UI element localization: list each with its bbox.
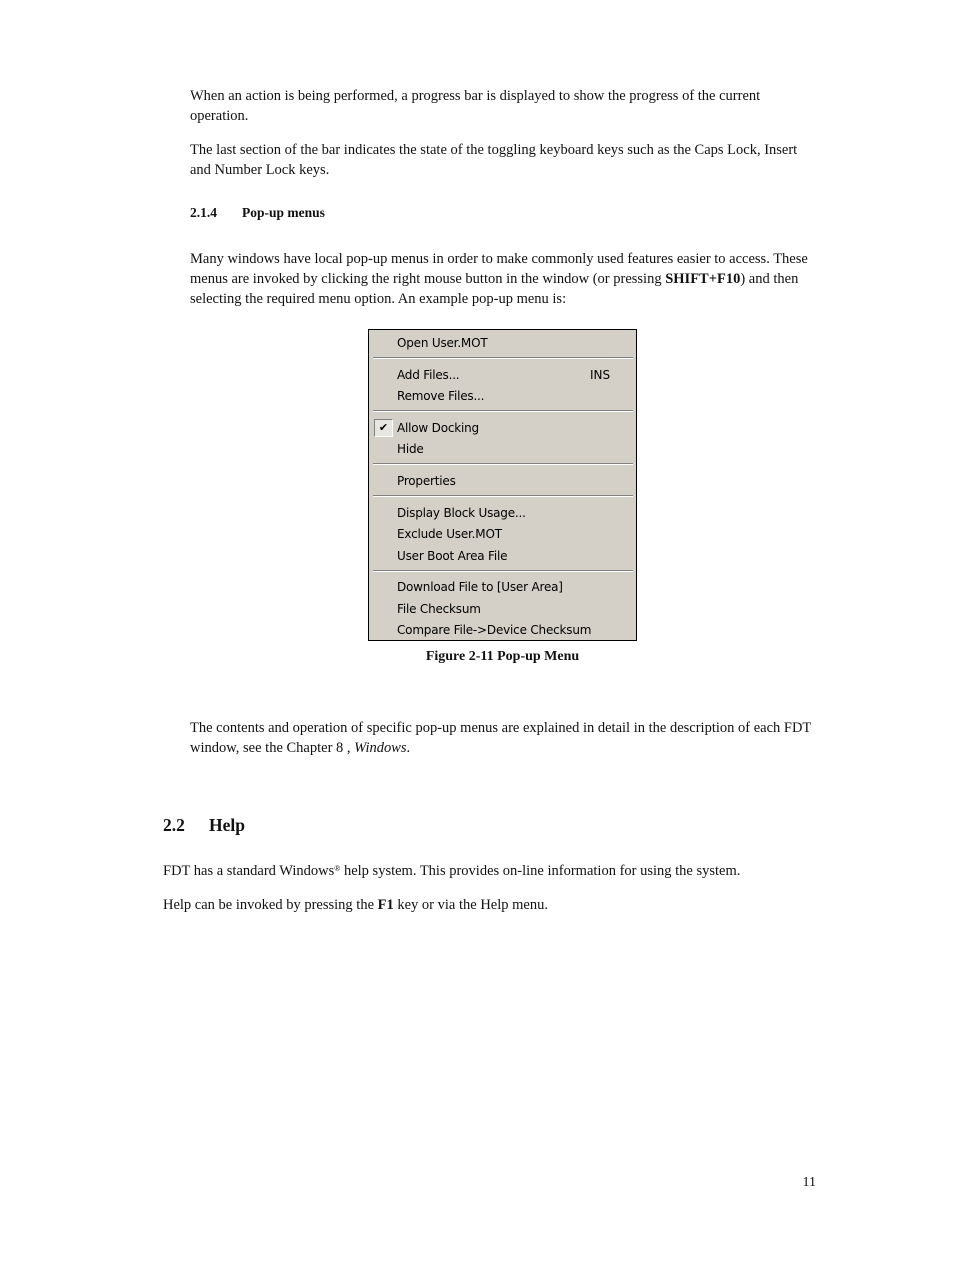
paragraph-help-system bbox=[163, 861, 823, 881]
popup-menu bbox=[368, 329, 637, 641]
paragraph-popup-details bbox=[190, 718, 815, 758]
menu-item-compare-checksum[interactable] bbox=[369, 620, 636, 641]
menu-item-display-block-usage[interactable] bbox=[369, 503, 636, 524]
menu-item-label: User Boot Area File bbox=[397, 549, 508, 563]
menu-item-add-files[interactable] bbox=[369, 365, 636, 386]
paragraph-text: FDT has a standard Windows bbox=[163, 863, 335, 879]
section-number: 2.1.4 bbox=[190, 205, 217, 220]
shortcut-text: F1 bbox=[377, 897, 394, 913]
menu-item-label: Remove Files... bbox=[397, 389, 485, 403]
figure-caption: Figure 2-11 Pop-up Menu bbox=[425, 649, 580, 664]
paragraph-text: Many windows have local pop-up menus in order to make commonly used features easier to access. These menus are invoked by clicking the right mouse button in the window (or pressing bbox=[190, 251, 808, 287]
menu-separator bbox=[373, 570, 633, 572]
menu-item-shortcut: INS bbox=[590, 368, 611, 382]
menu-separator bbox=[373, 410, 633, 412]
paragraph-text: The last section of the bar indicates the state of the toggling keyboard keys such as the Caps Lock, Insert and Number Lock keys. bbox=[190, 142, 798, 178]
section-heading-2-2 bbox=[163, 815, 245, 836]
menu-separator bbox=[373, 495, 633, 497]
menu-item-label: Add Files... bbox=[397, 368, 460, 382]
menu-item-user-boot-area-file[interactable] bbox=[369, 546, 636, 567]
menu-separator bbox=[373, 463, 633, 465]
menu-item-properties[interactable] bbox=[369, 471, 636, 492]
menu-item-label: Compare File->Device Checksum bbox=[397, 623, 592, 637]
paragraph-text: When an action is being performed, a progress bar is displayed to show the progress of the current operation. bbox=[190, 88, 761, 124]
registered-mark: ® bbox=[334, 864, 341, 873]
paragraph-help-invoke bbox=[163, 895, 823, 915]
section-number: 2.2 bbox=[163, 815, 185, 835]
paragraph-text: . bbox=[406, 740, 411, 756]
paragraph-text: ) and then selecting the required menu option. An example pop-up menu is: bbox=[190, 271, 799, 307]
menu-item-label: Allow Docking bbox=[397, 421, 479, 435]
paragraph-text: Help can be invoked by pressing the bbox=[163, 897, 378, 913]
section-heading-2-1-4 bbox=[190, 205, 325, 221]
menu-item-label: Properties bbox=[397, 474, 456, 488]
section-title: Pop-up menus bbox=[242, 205, 325, 220]
menu-item-label: Display Block Usage... bbox=[397, 506, 526, 520]
menu-item-remove-files[interactable] bbox=[369, 386, 636, 407]
menu-item-open-user-mot[interactable] bbox=[369, 333, 636, 354]
menu-item-label: Exclude User.MOT bbox=[397, 527, 502, 541]
link-text-windows: Windows bbox=[354, 740, 407, 756]
menu-separator bbox=[373, 357, 633, 359]
paragraph-popup-intro bbox=[190, 249, 815, 309]
menu-item-label: Download File to [User Area] bbox=[397, 580, 563, 594]
menu-item-label: Open User.MOT bbox=[397, 336, 488, 350]
paragraph-text: help system. This provides on-line information for using the system. bbox=[340, 863, 741, 879]
menu-item-label: Hide bbox=[397, 442, 424, 456]
section-title: Help bbox=[209, 815, 245, 835]
page-number: 11 bbox=[802, 1175, 816, 1190]
paragraph-text: key or via the Help menu. bbox=[393, 897, 548, 913]
checkmark-icon: ✔ bbox=[374, 419, 393, 437]
shortcut-text: SHIFT+F10 bbox=[665, 271, 741, 287]
menu-item-exclude-user-mot[interactable] bbox=[369, 524, 636, 545]
menu-item-allow-docking[interactable] bbox=[369, 418, 636, 439]
menu-item-download-file[interactable] bbox=[369, 577, 636, 598]
menu-item-hide[interactable] bbox=[369, 439, 636, 460]
paragraph-progress-bar bbox=[190, 86, 810, 126]
menu-item-label: File Checksum bbox=[397, 602, 481, 616]
paragraph-text: The contents and operation of specific pop-up menus are explained in detail in the description of each FDT window, see the Chapter 8 , bbox=[190, 720, 812, 756]
paragraph-toggle-keys bbox=[190, 140, 810, 180]
menu-item-file-checksum[interactable] bbox=[369, 599, 636, 620]
